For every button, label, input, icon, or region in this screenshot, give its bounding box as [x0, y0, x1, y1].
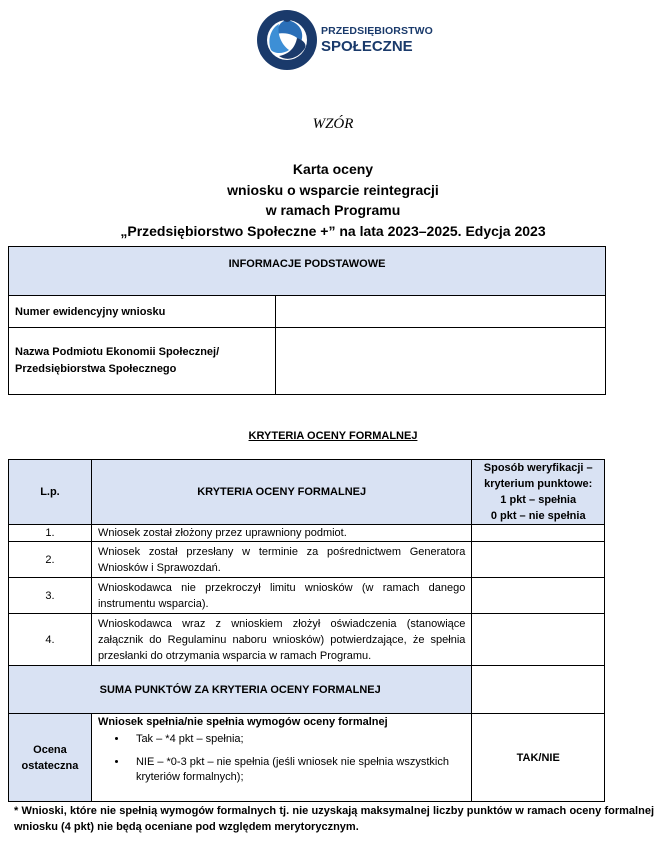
document-title	[0, 159, 666, 241]
logo-line-1: PRZEDSIĘBIORSTWO	[321, 25, 433, 37]
info-header: INFORMACJE PODSTAWOWE	[9, 247, 606, 296]
criteria-table	[8, 459, 605, 802]
logo-line-2: SPOŁECZNE	[321, 37, 413, 55]
col-kryteria-header: KRYTERIA OCENY FORMALNEJ	[91, 460, 471, 525]
info-label-nazwa: Nazwa Podmiotu Ekonomii Społecznej/ Przedsiębiorstwa Społecznego	[9, 328, 276, 395]
info-label-numer: Numer ewidencyjny wniosku	[9, 296, 276, 328]
col-sposob-line: Sposób weryfikacji – kryterium punktowe:	[483, 462, 593, 490]
ocena-option: • Tak – *4 pkt – spełnia;	[128, 732, 465, 747]
suma-value-cell[interactable]	[472, 666, 605, 714]
logo-emblem-icon	[255, 8, 319, 72]
info-value-numer[interactable]	[276, 296, 606, 328]
ocena-option: • NIE – *0-3 pkt – nie spełnia (jeśli wniosek nie spełnia wszystkich kryteriów formalnych);	[128, 755, 465, 785]
row-lp: 2.	[9, 542, 92, 578]
table-row	[9, 578, 605, 614]
row-lp: 1.	[9, 525, 92, 542]
info-value-nazwa[interactable]	[276, 328, 606, 395]
col-sposob-header	[472, 460, 605, 525]
row-criterion: Wnioskodawca wraz z wnioskiem złożył oświadczenia (stanowiące załącznik do Regulaminu naboru wniosków) potwierdzające, że spełnia przesłanki do otrzymania wsparcia w ramach Programu.	[91, 614, 471, 666]
table-row	[9, 542, 605, 578]
row-lp: 4.	[9, 614, 92, 666]
row-lp: 3.	[9, 578, 92, 614]
title-line: „Przedsiębiorstwo Społeczne +” na lata 2023–2025. Edycja 2023	[120, 222, 546, 239]
row-criterion: Wniosek został złożony przez uprawniony podmiot.	[91, 525, 471, 542]
row-criterion: Wniosek został przesłany w terminie za pośrednictwem Generatora Wniosków i Sprawozdań.	[91, 542, 471, 578]
title-line: wniosku o wsparcie reintegracji	[227, 181, 439, 198]
table-row	[9, 614, 605, 666]
footnote: * Wnioski, które nie spełnią wymogów formalnych tj. nie uzyskają maksymalnej liczby punktów w ramach oceny formalnej wniosku (4 pkt) nie będą oceniane pod względem merytorycznym.	[14, 805, 654, 833]
row-score-cell[interactable]	[472, 542, 605, 578]
col-sposob-line: 0 pkt – nie spełnia	[490, 510, 586, 522]
ocena-value[interactable]: TAK/NIE	[472, 714, 605, 802]
wzor-label: WZÓR	[312, 116, 354, 132]
col-lp-header: L.p.	[9, 460, 92, 525]
logo	[255, 6, 435, 74]
title-line: Karta oceny	[292, 161, 374, 177]
kryteria-section-title: KRYTERIA OCENY FORMALNEJ	[248, 430, 418, 442]
info-table	[8, 246, 606, 395]
col-sposob-line: 1 pkt – spełnia	[500, 494, 577, 506]
table-row	[9, 525, 605, 542]
ocena-options-list	[98, 732, 465, 785]
row-criterion: Wnioskodawca nie przekroczył limitu wniosków (w ramach danego instrumentu wsparcia).	[91, 578, 471, 614]
title-line: w ramach Programu	[265, 202, 401, 218]
row-score-cell[interactable]	[472, 525, 605, 542]
ocena-content	[91, 714, 471, 802]
ocena-label: Ocena ostateczna	[9, 714, 92, 802]
row-score-cell[interactable]	[472, 614, 605, 666]
row-score-cell[interactable]	[472, 578, 605, 614]
suma-label: SUMA PUNKTÓW ZA KRYTERIA OCENY FORMALNEJ	[9, 666, 472, 714]
ocena-title: Wniosek spełnia/nie spełnia wymogów oceny formalnej	[97, 716, 388, 728]
